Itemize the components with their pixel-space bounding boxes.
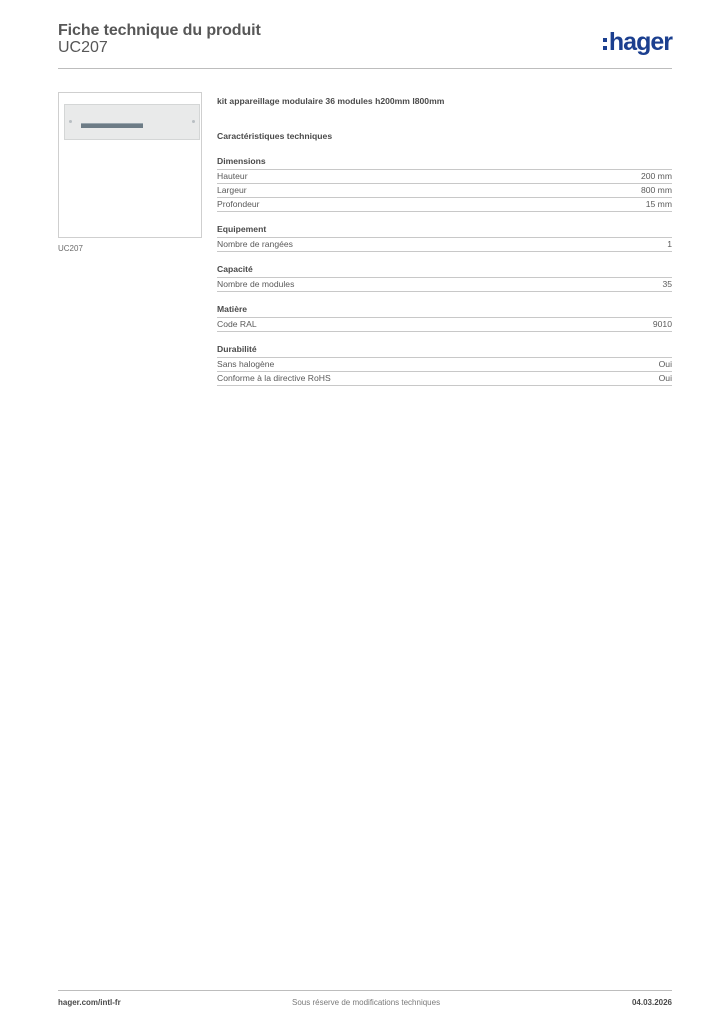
footer-divider <box>58 990 672 991</box>
spec-section-title: Equipement <box>217 224 672 238</box>
spec-row <box>217 372 672 386</box>
product-reference: UC207 <box>58 39 108 56</box>
screw-icon <box>192 120 195 123</box>
spec-section <box>217 264 672 292</box>
spec-value: 9010 <box>652 319 672 329</box>
spec-value: 1 <box>667 239 672 249</box>
image-caption: UC207 <box>58 244 83 253</box>
spec-label: Sans halogène <box>217 359 275 369</box>
screw-icon <box>69 120 72 123</box>
spec-value: Oui <box>658 359 672 369</box>
spec-section-title: Capacité <box>217 264 672 278</box>
spec-value: 800 mm <box>640 185 672 195</box>
spec-section <box>217 224 672 252</box>
spec-value: 200 mm <box>640 171 672 181</box>
logo-colon-icon <box>603 38 607 50</box>
spec-row <box>217 278 672 292</box>
tech-characteristics-title: Caractéristiques techniques <box>217 131 333 141</box>
product-image <box>58 92 202 238</box>
spec-value: 35 <box>662 279 672 289</box>
footer-date: 04.03.2026 <box>631 998 672 1007</box>
spec-value: 15 mm <box>645 199 672 209</box>
spec-label: Largeur <box>217 185 247 195</box>
spec-row <box>217 170 672 184</box>
spec-row <box>217 238 672 252</box>
spec-value: Oui <box>658 373 672 383</box>
spec-section-title: Durabilité <box>217 344 672 358</box>
spec-row <box>217 184 672 198</box>
spec-label: Nombre de modules <box>217 279 295 289</box>
footer-disclaimer: Sous réserve de modifications techniques <box>292 998 441 1007</box>
header-divider <box>58 68 672 69</box>
spec-label: Code RAL <box>217 319 257 329</box>
spec-label: Conforme à la directive RoHS <box>217 373 331 383</box>
spec-section <box>217 304 672 332</box>
spec-section <box>217 156 672 212</box>
spec-row <box>217 358 672 372</box>
spec-row <box>217 318 672 332</box>
spec-label: Hauteur <box>217 171 248 181</box>
footer-website-link[interactable]: hager.com/intl-fr <box>58 998 121 1007</box>
spec-section <box>217 344 672 386</box>
spec-label: Profondeur <box>217 199 260 209</box>
spec-label: Nombre de rangées <box>217 239 293 249</box>
logo-text: hager <box>608 27 672 56</box>
page-title: Fiche technique du produit <box>58 22 261 39</box>
panel-illustration <box>64 104 200 140</box>
spec-section-title: Dimensions <box>217 156 672 170</box>
module-slot <box>81 123 143 128</box>
hager-logo[interactable] <box>603 28 672 56</box>
spec-row <box>217 198 672 212</box>
product-description: kit appareillage modulaire 36 modules h200mm l800mm <box>217 96 445 106</box>
specs-table <box>217 156 672 398</box>
spec-section-title: Matière <box>217 304 672 318</box>
